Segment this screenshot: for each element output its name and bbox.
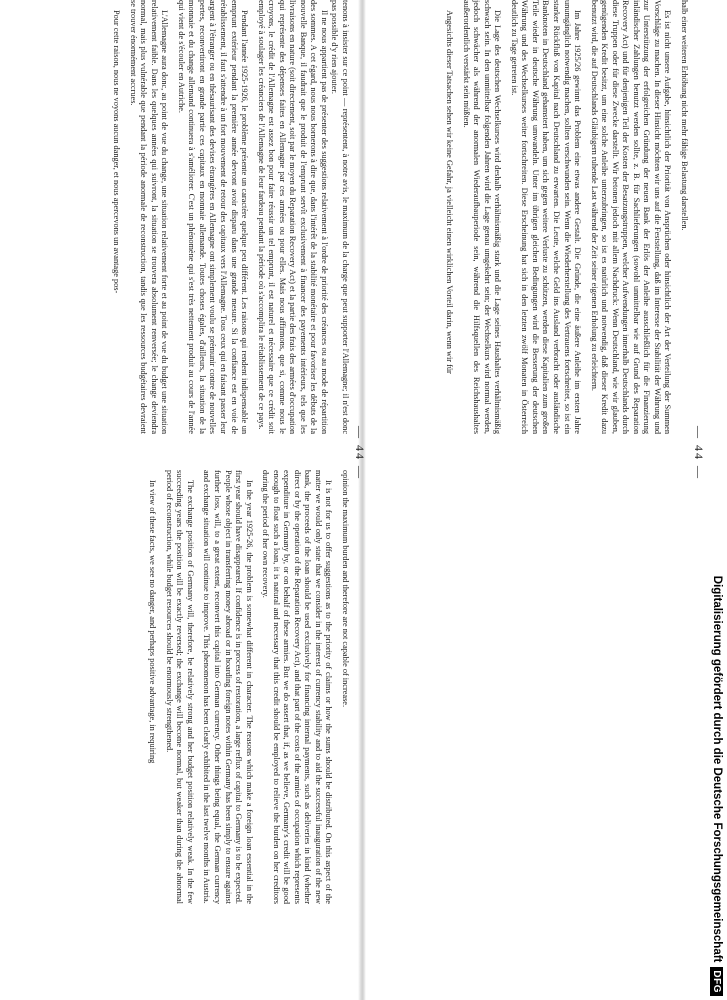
page-french-english: [56, 0, 370, 906]
banner-content: [707, 0, 727, 1000]
page-content: [395, 0, 709, 906]
paragraph: tenons à insister sur ce point — représentent, à notre avis, le maximum de la charge que peut supporter l'Allemagne; il n'est donc pas possible d'y rien ajouter.: [330, 0, 350, 434]
page-number: — 44 —: [692, 426, 706, 480]
banner-text: Digitalisierung gefördert durch die Deutsche Forschungsgemeinschaft: [711, 575, 723, 963]
paragraph: Angesichts dieser Tatsachen sehen wir keine Gefahr, ja vielleicht einen wirklichen Vorteil darin, wenn wir für: [445, 10, 455, 374]
paragraph: It is not for us to offer suggestions as to the priority of claims or how the sums should be distributed. On this aspect of the matter we would only state that we consider in the interest of currency stability and to aid the successful inauguration of the new bank, the proceeds of the loan should be used exclusively for financing internal payments, such as deliveries in kind (whether direct or by the operation of the Reparation Recovery Act), and that part of the costs of the armies of occupation which represents expenditure in Germany by, or on behalf of these armies. But we do assert that, if, as we believe, Germany's credit will be good enough to float such a loan, it is natural and necessary that this credit should be employed to relieve the burden on her creditors during the period of her own recovery.: [261, 470, 334, 904]
column-french: [56, 0, 350, 434]
paragraph: Die Lage des deutschen Wechselkurses wird deshalb verhältnismäßig stark und die Lage seines Haushaltes verhältnismäßig schwach sein. In den unmittelbar folgenden Jahren wird die Lage genau umgekehrt sein; der Wechselkurs wird normal werden, jedoch schwächer als während der anormalen Wiederaufbauperiode sein, während die Hilfsquellen des Reichshaushaltes außerordentlich verstärkt sein müßten.: [461, 0, 503, 434]
paragraph: Pour cette raison, nous ne voyons aucun danger, et nous apercevons un avantage pos-: [112, 10, 122, 294]
dfg-logo: DFG: [711, 967, 724, 996]
digitization-banner: [707, 0, 727, 1000]
page-number: — 44 —: [353, 426, 367, 480]
column-german: [395, 0, 689, 434]
paragraph: Pendant l'année 1925-1926, le problème présente un caractère quelque peu différent. Les raisons qui rendent indispensable un emprunt extérieur pendant la première année devront avoir disparu dans une grande mesure. Si la confiance est en voie de rétablissement, il faut s'attendre à un fort mouvement de retour des capitaux vers l'Allemagne. Tous ceux qui en faisant passer leur argent à l'étranger ou en thésaurisant des devises étrangères en Allemagne ont simplement voulu se prémunir contre de nouvelles pertes, reconvertiront en grande partie ces capitaux en monnaie allemande. Toutes choses égales, d'ailleurs, la situation de la monnaie et du change allemand continuera à s'améliorer. C'est un phénomène qui s'est très nettement produit au cours de l'année qui vient de s'écouler en Autriche.: [176, 0, 250, 434]
paragraph: In the year 1925-26, the problem is somewhat different in character. The reasons which make a foreign loan essential in the first year should have disappeared. If confidence is in process of restoration, a large reflux of capital to Germany is to be expected. People whose object in transferring money abroad or in hoarding foreign notes within Germany has been simply to ensure against further loss, will, to a great extent, reconvert this capital into German currency. Other things being equal, the German currency and exchange situation will continue to improve. This phenomenon has been clearly exhibited in the last twelve months in Austria.: [202, 470, 254, 904]
paragraph: Il ne nous appartient pas de présenter des suggestions relativement à l'ordre de priorité des créances ou au mode de répartition des sommes. A cet égard, nous nous bornerons à dire que, dans l'intérêt de la stabilité monétaire et pour favoriser les débuts de la nouvelle Banque, il faudrait que le produit de l'emprunt servît exclusivement à financer des payements intérieurs, tels que les livraisons en nature (soit directement, soit par le moyen du Reparation Recovery Act) et la partie des frais des armées d'occupation qui représente des dépenses faites en Allemagne par ces armées ou pour elles. Mais nous affirmons, que si, comme nous le croyons, le crédit de l'Allemagne est assez bon pour faire réussir un tel emprunt, il est naturel et nécessaire que ce crédit soit employé à soulager les créanciers de l'Allemagne de leur fardeau pendant la période où s'accomplira le rétablissement de ce pays.: [256, 0, 329, 434]
paragraph: The exchange position of Germany will, therefore, be relatively strong and her budget position relatively weak. In the few succeeding years the position will be exactly reversed; the exchange will become normal, but weaker than during the abnormal period of reconstruction, while budget resources should be enormously strengthened.: [164, 470, 195, 904]
paragraph: Im Jahre 1925/26 gewinnt das Problem eine etwas andere Gestalt. Die Gründe, die eine äußere Anleihe im ersten Jahre unumgänglich notwendig machen, sollten verschwunden sein. Wenn die Wiederherstellung des Vertrauens fortschreitet, so ist ein starker Rückfluß von Kapital nach Deutschland zu erwarten. Die Leute, welche Geld ins Ausland verbracht oder ausländische Banknoten in Deutschland gehamstert haben, um sich gegen weitere Verluste zu schützen, werden diese Kapitalien zum großen Teile wieder in deutsche Währung umwandeln. Unter im übrigen gleichen Bedingungen wird die Besserung der deutschen Währung und des Wechselkurses weiter fortschreiten. Diese Erscheinung hat sich in den letzten zwölf Monaten in Österreich deutlich zu Tage getreten ist.: [509, 0, 583, 434]
paragraph: In view of these facts, we see no danger, and perhaps positive advantage, in requiring: [148, 480, 158, 764]
paragraph: opinion the maximum burden and therefore are not capable of increase.: [341, 470, 350, 708]
column-english: [56, 470, 350, 904]
paragraph: halb einer weiteren Erhöhung nicht mehr fähige Belastung darstellen.: [680, 0, 689, 231]
paragraph: Es ist nicht unsere Aufgabe, hinsichtlich der Priorität von Ansprüchen oder hinsichtlich der Art der Verteilung der Summen Vorschläge zu machen. In dieser Hinsicht möchten wir uns auf die Feststellung, daß im Interesse der Stabilität der Währung und zur Unterstützung der erfolgreichen Gründung der neuen Bank der Erlös der Anleihe ausschließlich für die Finanzierung inländischer Zahlungen benutzt werden sollte, z. B. für Sachlieferungen (sowohl unmittelbar wie auf Grund des Reparation Recovery Act) und für denjenigen Teil der Kosten der Besatzungstruppen, welcher Aufwendungen innerhalb Deutschlands durch diese Truppen oder für diese Zwecke darstellt. Wir betonen jedoch mit allem Nachdruck: Wenn Deutschland, wie wir glauben, genügenden Kredit besitzt, um eine solche Anleihe unterzubringen, so ist es natürlich und notwendig, daß dieser Kredit dazu benutzt wird, die auf Deutschlands Gläubigern ruhende Last während der Zeit seiner eigenen Erholung zu erleichtern.: [589, 0, 673, 434]
page-content: [56, 0, 370, 906]
paragraph: L'Allemagne aura donc, au point de vue du change, une situation relativement forte et au point de vue du budget une situation relativement faible. Dans les quelques années qui suivront, la situation se trouvera absolument renversée; le change deviendra normal, mais plus vulnérable que pendant la période anormale de reconstruction, tandis que les ressources budgétaires devraient se trouver énormément accrues.: [128, 0, 170, 434]
page-german: [395, 0, 709, 906]
